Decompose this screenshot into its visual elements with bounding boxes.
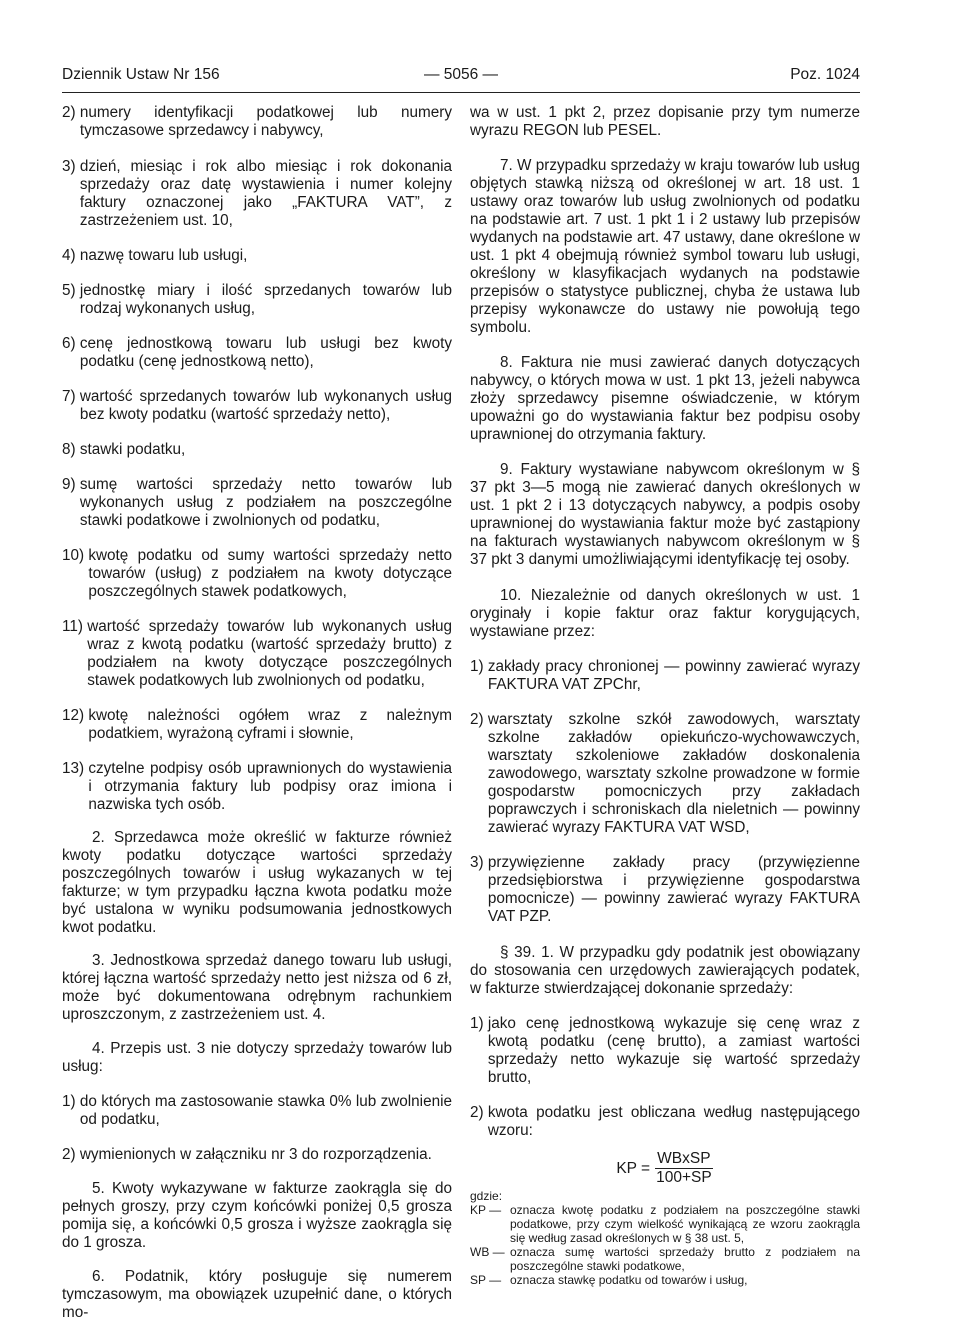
journal-title: Dziennik Ustaw Nr 156 (62, 66, 220, 83)
item-text: nazwę towaru lub usługi, (79, 247, 248, 264)
item-text: zakłady pracy chronionej — powinny zawierać wyrazy FAKTURA VAT ZPChr, (487, 658, 860, 693)
formula-definitions (470, 1189, 860, 1287)
item-number: 5) (62, 282, 80, 299)
left-column (62, 104, 452, 1322)
item-text: wymienionych w załączniku nr 3 do rozporządzenia. (79, 1146, 432, 1163)
list-item (470, 1104, 860, 1140)
definition-text: oznacza sumę wartości sprzedaży brutto z podziałem na poszczególne stawki podatkowe, (510, 1245, 860, 1273)
continued-paragraph: wa w ust. 1 pkt 2, przez dopisanie przy tym numerze wyrazu REGON lub PESEL. (470, 104, 860, 139)
item-text: przywięzienne zakłady pracy (przywięzienne przedsiębiorstwa i przywięzienne gospodarstwa pomocnicze) — powinny zawierać wyrazy FAKTURA VAT PZP. (487, 854, 860, 925)
item-number: 1) (470, 1015, 488, 1032)
item-text: kwotę należności ogółem wraz z należnym podatkiem, wyrażoną cyframi i słownie, (88, 707, 452, 742)
list-item (470, 658, 860, 694)
list-item (62, 476, 452, 530)
item-text: cenę jednostkową towaru lub usługi bez kwoty podatku (cenę jednostkową netto), (79, 335, 452, 370)
item-number: 7) (62, 388, 80, 405)
position-number: Poz. 1024 (790, 66, 860, 83)
list-item (62, 388, 452, 424)
definition-item (470, 1203, 860, 1245)
item-number: 2) (470, 711, 488, 728)
definition-text: oznacza stawkę podatku od towarów i usług, (510, 1273, 748, 1287)
list-item (62, 547, 452, 601)
list-item (62, 760, 452, 814)
list-item (62, 1146, 452, 1164)
definition-item (470, 1273, 860, 1287)
definitions-intro: gdzie: (470, 1189, 503, 1203)
item-text: jednostkę miary i ilość sprzedanych towarów lub rodzaj wykonanych usług, (79, 282, 452, 317)
formula-numerator: WBxSP (657, 1150, 711, 1167)
item-number: 2) (62, 1146, 80, 1163)
paragraph: 3. Jednostkowa sprzedaż danego towaru lub usługi, której łączna wartość sprzedaży netto jest niższa od 6 zł, może być dokumentowana odrębnym rachunkiem uproszczonym, z zastrzeżeniem ust. 4. (62, 952, 452, 1023)
list-item (62, 104, 452, 140)
right-column-body (470, 104, 860, 1140)
item-number: 10) (62, 547, 89, 564)
item-text: sumę wartości sprzedaży netto towarów lub wykonanych usług z podziałem na poszczególne stawki podatkowe i zwolnionych od podatku, (79, 476, 452, 529)
paragraph: 4. Przepis ust. 3 nie dotyczy sprzedaży towarów lub usług: (62, 1040, 452, 1075)
item-text: stawki podatku, (79, 441, 186, 458)
list-item (62, 247, 452, 265)
item-text: dzień, miesiąc i rok albo miesiąc i rok dokonania sprzedaży oraz datę wystawienia i numer kolejny faktury oznaczonej jako „FAKTURA VAT”, z zastrzeżeniem ust. 10, (79, 158, 452, 229)
item-number: 11) (62, 618, 88, 635)
list-item (62, 282, 452, 318)
item-number: 13) (62, 760, 89, 777)
list-item (62, 335, 452, 371)
item-text: wartość sprzedaży towarów lub wykonanych usług wraz z kwotą podatku (wartość sprzedaży brutto) z podziałem na kwoty dotyczące poszczególnych stawek podatkowych lub zwolnionych od podatku, (87, 618, 452, 689)
formula-lhs: KP = (616, 1159, 651, 1177)
paragraph: 8. Faktura nie musi zawierać danych dotyczących nabywcy, o których mowa w ust. 1 pkt 13, jeżeli nabywca złoży sprzedawcy pisemne oświadczenie, w którym upoważni go do wystawiania faktur bez podpisu osoby uprawnionej do otrzymania faktury. (470, 354, 860, 443)
item-text: numery identyfikacji podatkowej lub numery tymczasowe sprzedawcy i nabywcy, (79, 104, 452, 139)
paragraph: 5. Kwoty wykazywane w fakturze zaokrągla się do pełnych groszy, przy czym końcówki poniżej 0,5 grosza pomija się, a końcówki 0,5 grosza i wyższe zaokrągla się do 1 grosza. (62, 1180, 452, 1251)
item-number: 9) (62, 476, 80, 493)
item-number: 6) (62, 335, 80, 352)
list-item (470, 854, 860, 926)
item-number: 3) (62, 158, 80, 175)
list-item (62, 441, 452, 459)
list-item (62, 1093, 452, 1129)
page-number: — 5056 — (423, 66, 499, 83)
paragraph: 10. Niezależnie od danych określonych w ust. 1 oryginały i kopie faktur oraz faktur korygujących, wystawiane przez: (470, 587, 860, 640)
item-number: 1) (62, 1093, 80, 1110)
item-text: wartość sprzedanych towarów lub wykonanych usług bez kwoty podatku (wartość sprzedaży netto), (79, 388, 452, 423)
paragraph: 7. W przypadku sprzedaży w kraju towarów lub usług objętych stawką niższą od określonej w art. 18 ust. 1 ustawy oraz towarów lub usług zwolnionych od podatku na podstawie art. 7 ust. 1 pkt 1 i 2 ustawy lub przepisów wydanych na podstawie art. 47 ustawy, dane określone w ust. 1 pkt 4 obejmują również symbol towaru lub usługi, określony w klasyfikacjach wydanych na podstawie przepisów o statystyce publicznej, chyba że ustawa lub przepisy wykonawcze do ustawy nie powołują tego symbolu. (470, 157, 860, 336)
tax-formula (470, 1150, 860, 1187)
item-text: warsztaty szkolne szkół zawodowych, warsztaty szkolne zakładów opiekuńczo-wychowawczych, warsztaty szkoleniowe zakładów doskonalenia zawodowego, warsztaty szkolne prowadzone w formie gospodarstw pomocniczych przy zakładach poprawczych i schroniskach dla nieletnich — powinny zawierać wyrazy FAKTURA VAT WSD, (487, 711, 860, 836)
item-number: 12) (62, 707, 89, 724)
paragraph: 2. Sprzedawca może określić w fakturze również kwoty podatku dotyczące wartości sprzedaży poszczególnych towarów i usług wykazanych w tej fakturze; w tym przypadku łączna kwota podatku może być ustalona w wyniku podsumowania jednostkowych kwot podatku. (62, 829, 452, 936)
list-item (62, 618, 452, 690)
item-text: kwota podatku jest obliczana według następującego wzoru: (487, 1104, 860, 1139)
list-item (470, 1015, 860, 1087)
item-text: kwotę podatku od sumy wartości sprzedaży netto towarów (usług) z podziałem na kwoty dotyczące poszczególnych stawek podatkowych, (88, 547, 452, 600)
item-number: 4) (62, 247, 80, 264)
item-number: 2) (62, 104, 80, 121)
list-item (62, 707, 452, 743)
page-header (62, 66, 860, 88)
list-item (62, 158, 452, 230)
paragraph: 6. Podatnik, który posługuje się numerem tymczasowym, ma obowiązek uzupełnić dane, o których mo- (62, 1268, 452, 1321)
item-number: 3) (470, 854, 488, 871)
list-item (470, 711, 860, 837)
item-text: czytelne podpisy osób uprawnionych do wystawienia i otrzymania faktury lub podpisy oraz imiona i nazwiska tych osób. (88, 760, 452, 813)
definition-key: WB — (470, 1245, 505, 1259)
definition-key: KP — (470, 1203, 502, 1217)
item-text: do których ma zastosowanie stawka 0% lub zwolnienie od podatku, (79, 1093, 452, 1128)
header-rule (62, 92, 860, 93)
item-number: 1) (470, 658, 488, 675)
formula-denominator: 100+SP (656, 1169, 712, 1186)
item-number: 2) (470, 1104, 488, 1121)
paragraph: § 39. 1. W przypadku gdy podatnik jest obowiązany do stosowania cen urzędowych zawierających podatek, w fakturze stwierdzającej dokonanie sprzedaży: (470, 944, 860, 997)
definition-item (470, 1245, 860, 1273)
paragraph: 9. Faktury wystawiane nabywcom określonym w § 37 pkt 3—5 mogą nie zawierać danych określonych w ust. 1 pkt 2 i 13 dotyczących nabywcy, a podpis osoby uprawnionej do wystawiania faktur może być zastąpiony na fakturach wystawianych nabywcom określonym w § 37 pkt 3 danymi umożliwiającymi identyfikację tej osoby. (470, 461, 860, 568)
definition-key: SP — (470, 1273, 502, 1287)
right-column (470, 104, 860, 1287)
formula-fraction (654, 1150, 714, 1187)
definition-text: oznacza kwotę podatku z podziałem na poszczególne stawki podatkowe, przy czym wielkość wynikającą ze wzoru zaokrągla się według zasad określonych w § 38 ust. 5, (510, 1203, 860, 1245)
item-text: jako cenę jednostkową wykazuje się cenę wraz z kwotą podatku (cenę brutto), a zamiast wartości sprzedaży netto wykazuje się wartość sprzedaży brutto, (487, 1015, 860, 1086)
item-number: 8) (62, 441, 80, 458)
definitions-list (470, 1203, 860, 1287)
